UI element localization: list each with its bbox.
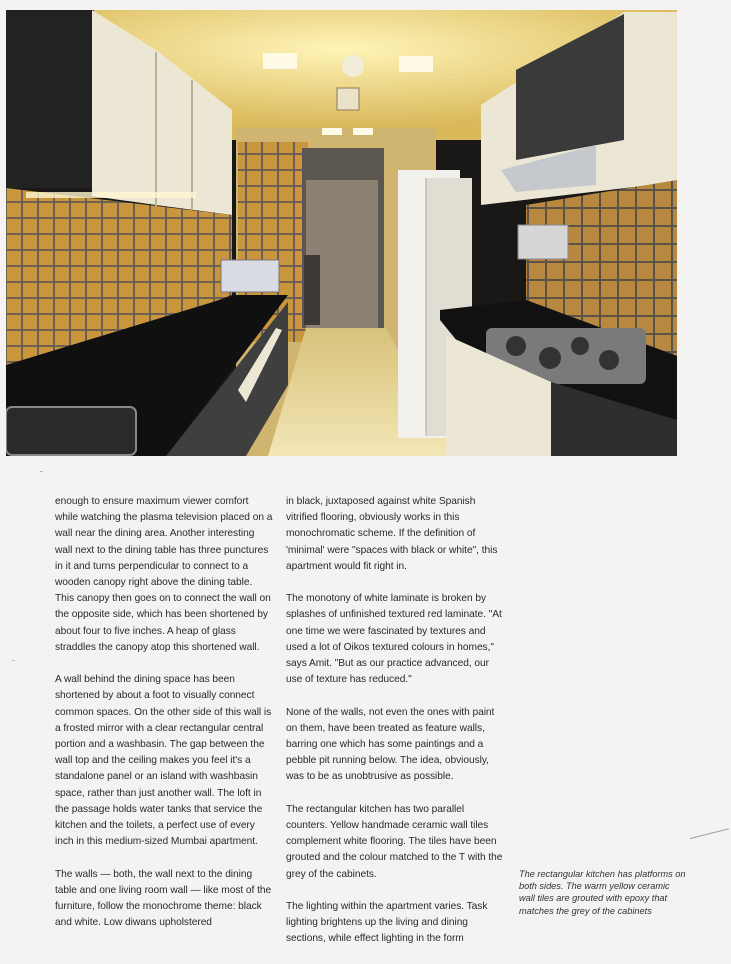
kitchen-photo (6, 10, 677, 456)
paragraph: None of the walls, not even the ones with paint on them, have been treated as feature walls, barring one which has some paintings and a pebble pit running below. The idea, obviously, was to be as unobtrusive as possible. (286, 706, 495, 783)
kitchen-photo-icon (6, 10, 677, 456)
paragraph: enough to ensure maximum viewer comfort while watching the plasma television placed on a wall near the dining area. Another interesting wall next to the dining table has three punctures in it and turns perpendicular to connect to a wooden canopy right above the dining table. This canopy then goes on to connect the wall on the opposite side, which has been shortened by about four to five inches. A heap of glass straddles the canopy atop this shortened wall. (55, 496, 273, 653)
paragraph: The walls — both, the wall next to the dining table and one living room wall — like most of the furniture, follow the monochrome theme: black and white. Low diwans upholstered (55, 868, 272, 929)
paragraph: A wall behind the dining space has been shortened by about a foot to visually connect common spaces. On the other side of this wall is a frosted mirror with a clear rectangular central portion and a washbasin. The gap between the wall top and the ceiling makes you feel it's a standalone panel or an island with washbasin space, rather than just another wall. The loft in the passage holds water tanks that service the kitchen and the toilets, a perfect use of every inch in this medium-sized Mumbai apartment. (55, 674, 272, 848)
paragraph: The monotony of white laminate is broken by splashes of unfinished textured red laminate. "At one time we were fascinated by textures and used a lot of Oikos textured colours in homes," says Amit. "But as our practice advanced, our use of texture has reduced." (286, 593, 502, 686)
photo-caption: The rectangular kitchen has platforms on both sides. The warm yellow ceramic wall tiles are grouted with epoxy that matches the grey of the cabinets (519, 869, 686, 916)
scan-mark (40, 471, 43, 472)
article-column-2 (286, 494, 504, 964)
paragraph: in black, juxtaposed against white Spanish vitrified flooring, obviously works in this monochromatic scheme. If the definition of 'minimal' were "spaces with black or white", this apartment would fit right in. (286, 496, 498, 572)
paragraph: The lighting within the apartment varies. Task lighting brightens up the living and dining sections, while effect lighting in the form (286, 901, 488, 945)
paragraph: The rectangular kitchen has two parallel counters. Yellow handmade ceramic wall tiles complement white flooring. The tiles have been grouted and the colour matched to the T with the grey of the cabinets. (286, 803, 503, 880)
caption-pointer-line (690, 828, 729, 839)
scan-mark (12, 660, 15, 661)
article-column-1 (55, 494, 273, 948)
